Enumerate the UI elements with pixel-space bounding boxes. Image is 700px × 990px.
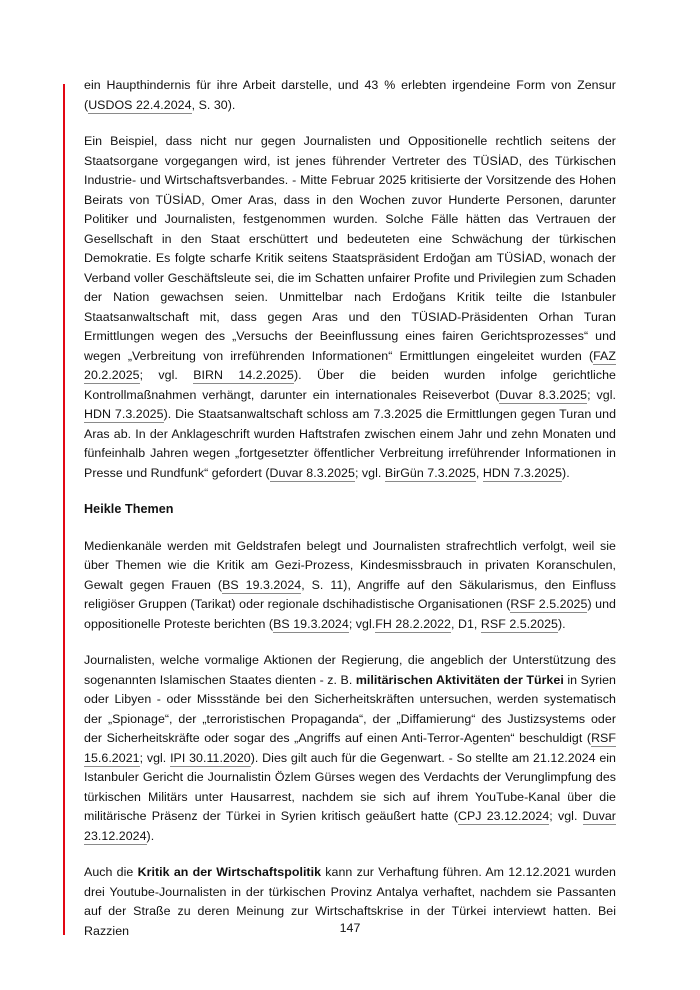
text-run: ). [562,465,570,480]
citation-link[interactable]: HDN 7.3.2025 [84,407,164,421]
citation-link[interactable]: RSF 15.6.2021 [84,731,616,765]
text-run: ; vgl. [354,465,385,480]
text-run: ). Über die beiden wurden infolge gerichtliche Kontrollmaßnahmen verhängt, darunter ein internationales Reiseverbot ( [84,368,616,402]
citation-link[interactable]: FAZ 20.2.2025 [84,348,616,382]
text-run: ) und oppositionelle Proteste berichten ( [84,597,616,631]
citation-link[interactable]: IPI 30.11.2020 [170,750,251,765]
text-run: Ein Beispiel, dass nicht nur gegen Journalisten und Oppositionelle rechtlich seitens der Staatsorgane vorgegangen wird, ist jenes führender Vertreter des TÜSİAD, des Türkischen Industrie- und Wirtschaftsverbandes. - Mitte Februar 2025 kritisierte der Vorsitzende des Hohen Beirats von TÜSİAD, Omer Aras, dass in den Wochen zuvor Hunderte Personen, darunter Politiker und Journalisten, festgenommen wurden. Solche Fälle hätten das Vertrauen der Gesellschaft in den Staat erschüttert und bedeuteten eine Schwächung der türkischen Demokratie. Es folgte scharfe Kritik seitens Staatspräsident Erdoğan am TÜSİAD, wonach der Verband voller Geschäftsleute sei, die im Schatten unfairer Profite und Privilegien zum Schaden der Nation gewachsen seien. Unmittelbar nach Erdoğans Kritik teilte die Istanbuler Staatsanwaltschaft mit, dass gegen Aras und den TÜSIAD-Präsidenten Orhan Turan Ermittlungen wegen des „Versuchs der Beeinflussung eines fairen Gerichtsprozesses“ und wegen „Verbreitung von irreführenden Informationen“ Ermittlungen eingeleitet wurden ( [84,134,616,363]
citation-link[interactable]: FH 28.2.2022 [375,616,451,631]
text-run: ). Dies gilt auch für die Gegenwart. - So stellte am 21.12.2024 ein Istanbuler Gericht die Journalistin Özlem Gürses wegen des Verdachts der Verunglimpfung des türkischen Militärs unter Hausarrest, nachdem sie sich auf ihrem YouTube-Kanal über die militärische Präsenz der Türkei in Syrien kritisch geäußert hatte ( [84,750,617,823]
citation-link[interactable]: RSF 2.5.2025 [480,616,558,631]
text-run: ein Haupthindernis für ihre Arbeit darstelle, und 43 % erlebten irgendeine Form von Zensur ( [84,78,616,112]
page-number: 147 [339,921,361,935]
text-run: ; vgl. [587,387,616,402]
text-run: ; vgl. [139,750,171,765]
text-run: in Syrien oder Libyen - oder Missstände bei den Sicherheitskräften untersuchen, werden systematisch der „Spionage“, der „terroristischen Propaganda“, der „Diffamierung“ des Justizsystems oder der Sicherheitskräfte oder sogar des „Angriffs auf einen Anti-Terror-Agenten“ beschuldigt ( [84,672,616,745]
bold-emphasis: Kritik an der Wirtschaftspolitik [137,865,322,879]
text-run: Medienkanäle werden mit Geldstrafen belegt und Journalisten strafrechtlich verfolgt, weil sie über Themen wie die Kritik am Gezi-Prozess, Kindesmissbrauch in privaten Koranschulen, Gewalt gegen Frauen ( [84,538,616,592]
text-run: , [475,465,483,480]
text-run: ; vgl. [348,616,376,631]
citation-link[interactable]: USDOS 22.4.2024 [88,97,192,112]
citation-link[interactable]: BS 19.3.2024 [273,616,349,631]
text-run: ; vgl. [549,809,583,823]
bold-emphasis: militärischen Aktivitäten der Türkei [355,672,564,687]
text-run: , S. 30). [191,97,236,112]
text-run: , D1, [450,616,481,631]
revision-change-bar [63,84,65,935]
text-run: ). [146,828,155,843]
paragraph-tusiad [84,132,616,483]
paragraph-censorship [84,76,616,115]
page-content [84,76,616,958]
paragraph-sensitive-topics [84,537,616,635]
citation-link[interactable]: Duvar 23.12.2024 [84,809,616,843]
text-run: Auch die [84,865,138,879]
citation-link[interactable]: Duvar 8.3.2025 [499,387,588,402]
citation-link[interactable]: HDN 7.3.2025 [482,465,563,480]
text-run: ). Die Staatsanwaltschaft schloss am 7.3.2025 die Ermittlungen gegen Turan und Aras ab. In der Anklageschrift wurden Haftstrafen zwischen einem Jahr und zehn Monaten und fünfeinhalb Jahren wegen „fortgesetzter öffentlicher Verbreitung irreführender Informationen in Presse und Rundfunk“ gefordert ( [84,407,617,480]
citation-link[interactable]: BS 19.3.2024 [222,577,302,592]
citation-link[interactable]: RSF 2.5.2025 [510,597,588,611]
citation-link[interactable]: BirGün 7.3.2025 [384,465,476,480]
paragraph-military-criticism [84,651,616,846]
text-run: , S. 11), Angriffe auf den Säkularismus, den Einfluss religiöser Gruppen (Tarikat) oder regionale dschihadistische Organisationen ( [84,577,616,611]
citation-link[interactable]: CPJ 23.12.2024 [457,809,550,823]
text-run: ). [557,616,566,631]
text-run: kann zur Verhaftung führen. Am 12.12.2021 wurden drei Youtube-Journalisten in der türkischen Provinz Antalya verhaftet, nachdem sie Passanten auf der Straße zu deren Meinung zur Wirtschaftskrise in der Türkei interviewt hatten. Bei Razzien [84,865,616,938]
citation-link[interactable]: BIRN 14.2.2025 [193,368,294,382]
text-run: ; vgl. [139,368,194,382]
citation-link[interactable]: Duvar 8.3.2025 [269,465,355,480]
section-heading: Heikle Themen [84,502,174,516]
text-run: Journalisten, welche vormalige Aktionen der Regierung, die angeblich der Unterstützung des sogenannten Islamischen Staates dienten - z. B. [84,653,616,687]
